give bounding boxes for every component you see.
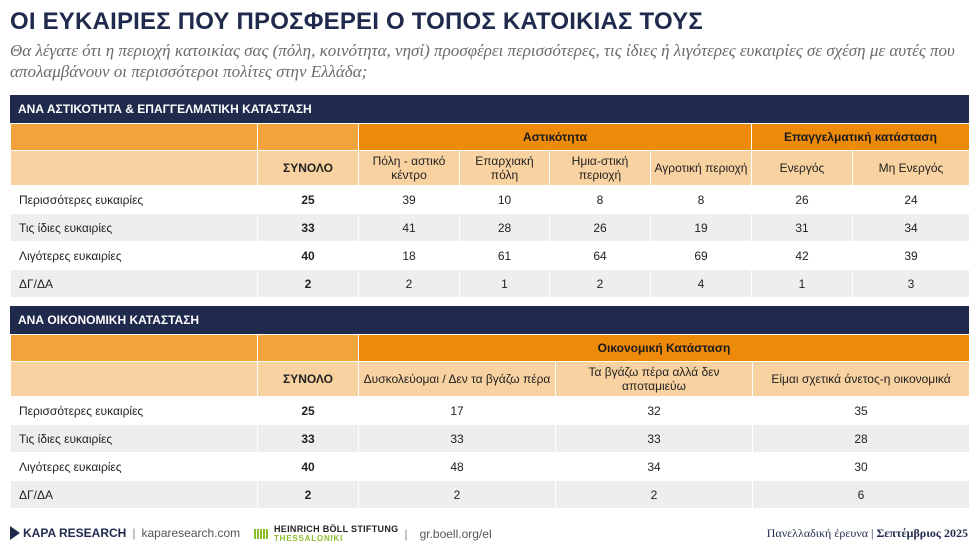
cell: 33 <box>359 425 556 453</box>
cell: 32 <box>556 397 753 425</box>
row-label: Περισσότερες ευκαιρίες <box>11 397 258 425</box>
kapa-url: kaparesearch.com <box>141 526 241 540</box>
cell: 42 <box>752 242 853 270</box>
kapa-research-logo: KAPA RESEARCH | kaparesearch.com <box>10 526 240 540</box>
row-total: 33 <box>258 214 359 242</box>
table-row <box>11 242 970 270</box>
kapa-triangle-icon <box>10 526 20 540</box>
row-total: 2 <box>258 481 359 509</box>
column-city: Πόλη - αστικό κέντρο <box>359 151 460 186</box>
cell: 35 <box>753 397 970 425</box>
footer <box>0 519 980 551</box>
column-header-row <box>11 362 970 397</box>
cell: 2 <box>359 270 460 298</box>
table-row <box>11 186 970 214</box>
cell: 61 <box>460 242 550 270</box>
column-total: ΣΥΝΟΛΟ <box>258 362 359 397</box>
column-inactive: Μη Ενεργός <box>853 151 970 186</box>
cell: 48 <box>359 453 556 481</box>
cell: 19 <box>651 214 752 242</box>
cell: 26 <box>752 186 853 214</box>
column-active: Ενεργός <box>752 151 853 186</box>
row-total: 25 <box>258 186 359 214</box>
cell: 34 <box>556 453 753 481</box>
boell-url: gr.boell.org/el <box>419 527 492 541</box>
cell: 1 <box>460 270 550 298</box>
cell: 31 <box>752 214 853 242</box>
cell: 2 <box>556 481 753 509</box>
urbanity-employment-table <box>10 123 970 298</box>
row-total: 2 <box>258 270 359 298</box>
column-rural: Αγροτική περιοχή <box>651 151 752 186</box>
row-label: Περισσότερες ευκαιρίες <box>11 186 258 214</box>
cell: 2 <box>550 270 651 298</box>
boell-name: HEINRICH BÖLL STIFTUNG <box>274 524 399 534</box>
kapa-name: KAPA RESEARCH <box>23 526 127 540</box>
cell: 4 <box>651 270 752 298</box>
boell-logo: HEINRICH BÖLL STIFTUNG THESSALONIKI | gr.boell.org/el <box>254 524 492 544</box>
economic-table <box>10 334 970 509</box>
row-label: Λιγότερες ευκαιρίες <box>11 242 258 270</box>
row-label: Λιγότερες ευκαιρίες <box>11 453 258 481</box>
group-employment: Επαγγελματική κατάσταση <box>752 124 970 151</box>
cell: 18 <box>359 242 460 270</box>
cell: 3 <box>853 270 970 298</box>
cell: 24 <box>853 186 970 214</box>
cell: 28 <box>460 214 550 242</box>
row-total: 25 <box>258 397 359 425</box>
group-header-row <box>11 124 970 151</box>
row-total: 33 <box>258 425 359 453</box>
section-economic-header: ΑΝΑ ΟΙΚΟΝΟΜΙΚΗ ΚΑΤΑΣΤΑΣΗ <box>10 306 969 334</box>
column-semi-urban: Ημια-στική περιοχή <box>550 151 651 186</box>
table-row <box>11 214 970 242</box>
row-total: 40 <box>258 242 359 270</box>
cell: 10 <box>460 186 550 214</box>
page-title: ΟΙ ΕΥΚΑΙΡΙΕΣ ΠΟΥ ΠΡΟΣΦΕΡΕΙ Ο ΤΟΠΟΣ ΚΑΤΟΙΚΙΑΣ ΤΟΥΣ <box>10 8 703 35</box>
table-row <box>11 270 970 298</box>
row-label: ΔΓ/ΔΑ <box>11 270 258 298</box>
column-struggling: Δυσκολεύομαι / Δεν τα βγάζω πέρα <box>359 362 556 397</box>
cell: 28 <box>753 425 970 453</box>
section-urbanity-employment-header: ΑΝΑ ΑΣΤΙΚΟΤΗΤΑ & ΕΠΑΓΓΕΛΜΑΤΙΚΗ ΚΑΤΑΣΤΑΣΗ <box>10 95 969 123</box>
table-row <box>11 453 970 481</box>
survey-label: Πανελλαδική έρευνα <box>766 526 869 540</box>
row-label: Τις ίδιες ευκαιρίες <box>11 214 258 242</box>
cell: 33 <box>556 425 753 453</box>
boell-city: THESSALONIKI <box>274 534 344 543</box>
cell: 64 <box>550 242 651 270</box>
row-label: ΔΓ/ΔΑ <box>11 481 258 509</box>
group-economic: Οικονομική Κατάσταση <box>359 335 970 362</box>
column-total: ΣΥΝΟΛΟ <box>258 151 359 186</box>
table-row <box>11 425 970 453</box>
cell: 17 <box>359 397 556 425</box>
row-label: Τις ίδιες ευκαιρίες <box>11 425 258 453</box>
page-subtitle: Θα λέγατε ότι η περιοχή κατοικίας σας (πόλη, κοινότητα, νησί) προσφέρει περισσότερες, τις ίδιες ή λιγότερες ευκαιρίες σε σχέση με αυτές που απολαμβάνουν οι περισσότεροι πολίτες στην Ελλάδα; <box>10 41 955 81</box>
cell: 26 <box>550 214 651 242</box>
column-comfortable: Είμαι σχετικά άνετος-η οικονομικά <box>753 362 970 397</box>
group-urbanity: Αστικότητα <box>359 124 752 151</box>
column-provincial-town: Επαρχιακή πόλη <box>460 151 550 186</box>
cell: 69 <box>651 242 752 270</box>
cell: 2 <box>359 481 556 509</box>
cell: 1 <box>752 270 853 298</box>
survey-date: Σεπτέμβριος 2025 <box>876 526 968 540</box>
cell: 30 <box>753 453 970 481</box>
table-row <box>11 397 970 425</box>
cell: 8 <box>550 186 651 214</box>
cell: 34 <box>853 214 970 242</box>
cell: 39 <box>853 242 970 270</box>
column-getting-by: Τα βγάζω πέρα αλλά δεν αποταμιεύω <box>556 362 753 397</box>
row-total: 40 <box>258 453 359 481</box>
cell: 39 <box>359 186 460 214</box>
survey-info: Πανελλαδική έρευνα | Σεπτέμβριος 2025 <box>766 526 968 540</box>
table-row <box>11 481 970 509</box>
group-header-row <box>11 335 970 362</box>
column-header-row <box>11 151 970 186</box>
cell: 6 <box>753 481 970 509</box>
cell: 41 <box>359 214 460 242</box>
cell: 8 <box>651 186 752 214</box>
boell-stripes-icon <box>254 529 268 539</box>
